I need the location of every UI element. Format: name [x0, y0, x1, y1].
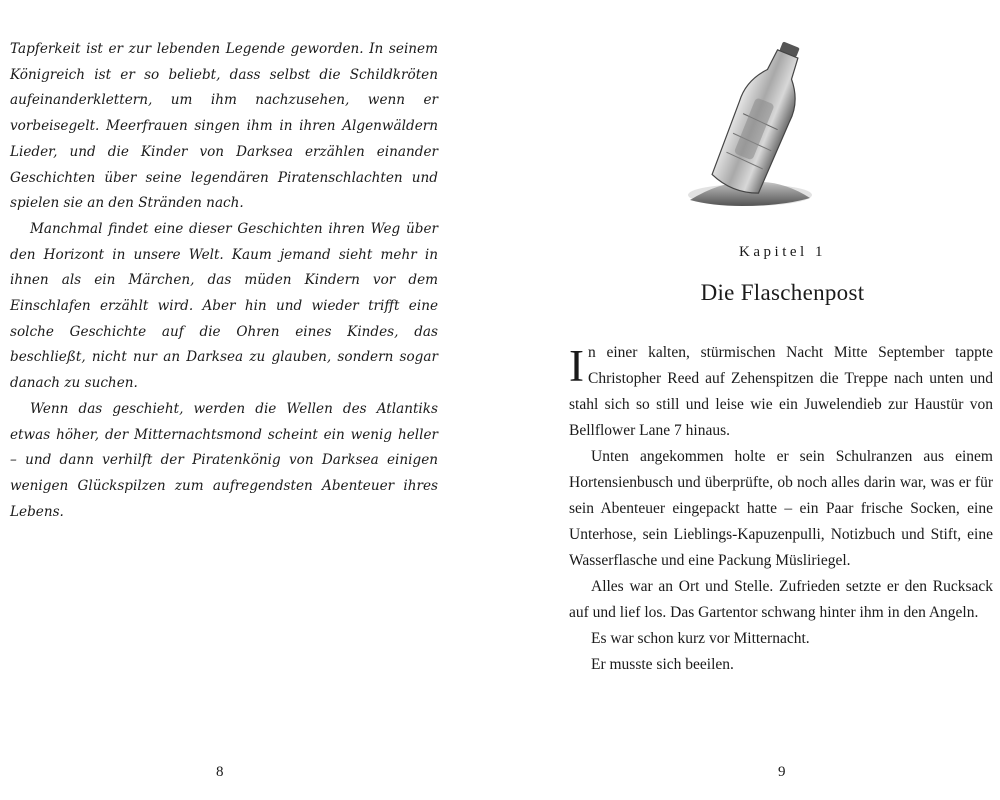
- page-number: 9: [778, 764, 786, 780]
- drop-cap: I: [569, 341, 584, 391]
- bottle-in-sand-illustration: [682, 30, 812, 210]
- page-number: 8: [216, 764, 224, 780]
- right-page-text: [569, 340, 993, 678]
- chapter-label: Kapitel 1: [739, 244, 826, 260]
- paragraph: [569, 340, 993, 444]
- paragraph: Wenn das geschieht, werden die Wellen des Atlantiks etwas höher, der Mitternachtsmond scheint ein wenig heller – und dann verhilft der Piratenkönig von Darksea einigen wenigen Glückspilzen zum aufregendsten Abenteuer ihres Lebens.: [10, 400, 438, 520]
- paragraph: Manchmal findet eine dieser Geschichten ihren Weg über den Horizont in unsere Welt. Kaum jemand sieht mehr in ihnen als ein Märchen, das müden Kindern vor dem Einschlafen erzählt wird. Aber hin und wieder trifft eine solche Geschichte auf die Ohren eines Kindes, das beschließt, nicht nur an Darksea zu glauben, sondern sogar danach zu suchen.: [10, 220, 438, 392]
- chapter-title: Die Flaschenpost: [700, 280, 865, 305]
- paragraph: Alles war an Ort und Stelle. Zufrieden setzte er den Rucksack auf und lief los. Das Gartentor schwang hinter ihm in den Angeln.: [569, 578, 993, 621]
- paragraph: Tapferkeit ist er zur lebenden Legende geworden. In seinem Königreich ist er so beliebt, dass selbst die Schildkröten aufeinanderklettern, um ihm nachzusehen, wenn er vorbeisegelt. Meerfrauen singen ihm in ihren Algenwäldern Lieder, und die Kinder von Darksea erzählen einander Geschichten über seine legendären Piratenschlachten und spielen sie an den Stränden nach.: [10, 41, 438, 212]
- right-page: [500, 0, 1000, 800]
- paragraph: Unten angekommen holte er sein Schulranzen aus einem Hortensienbusch und überprüfte, ob noch alles darin war, was er für sein Abenteuer eingepackt hatte – ein Paar frische Socken, eine Unterhose, sein Lieblings-Kapuzenpulli, Notizbuch und Stift, eine Wasserflasche und eine Packung Müsliriegel.: [569, 448, 993, 569]
- left-page-text: [10, 37, 438, 525]
- paragraph: Er musste sich beeilen.: [591, 656, 734, 673]
- paragraph-text: n einer kalten, stürmischen Nacht Mitte September tappte Christopher Reed auf Zehenspitzen die Treppe nach unten und stahl sich so still und leise wie ein Juwelendieb zur Haustür von Bellflower Lane 7 hinaus.: [569, 344, 993, 439]
- paragraph: Es war schon kurz vor Mitternacht.: [591, 630, 810, 647]
